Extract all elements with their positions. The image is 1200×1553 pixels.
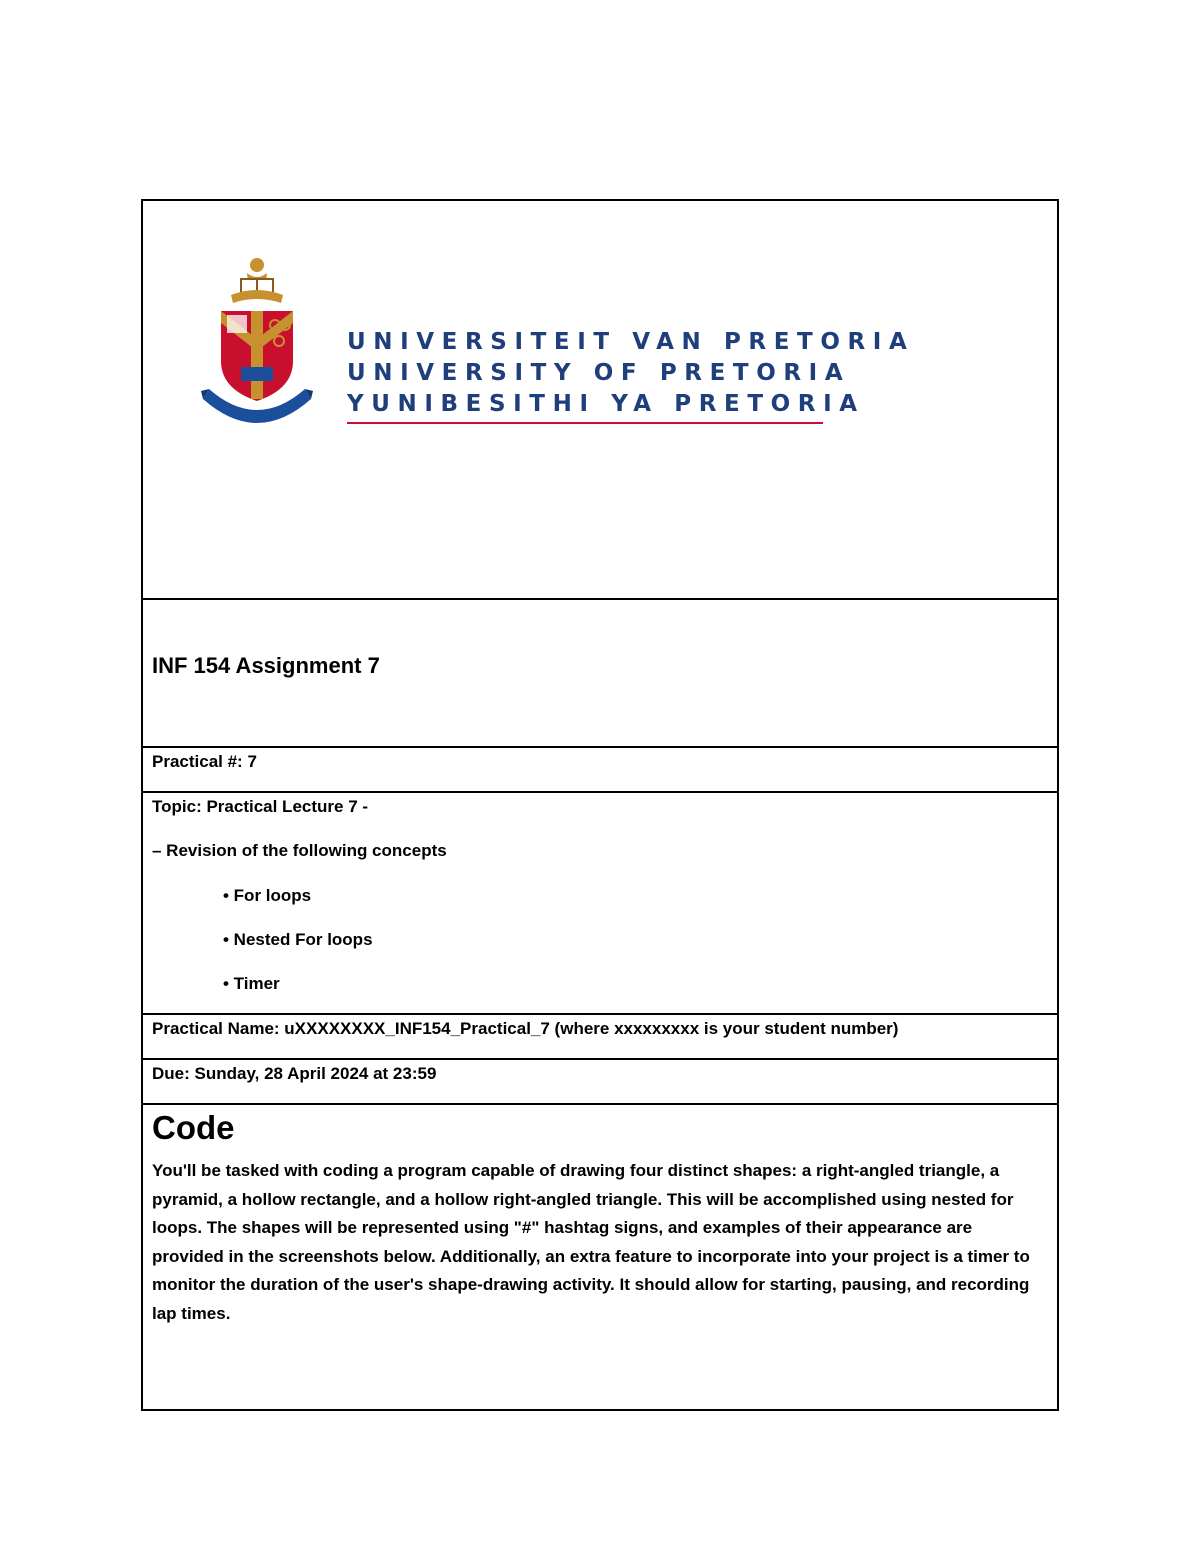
- university-name-afrikaans: UNIVERSITEIT VAN PRETORIA: [347, 329, 915, 355]
- university-crest-logo: [201, 251, 313, 426]
- concept-item: • Timer: [223, 974, 280, 993]
- title-section: [143, 599, 1057, 747]
- university-names: [347, 327, 914, 424]
- code-heading: Code: [152, 1109, 235, 1146]
- practical-number: Practical #: 7: [152, 752, 257, 771]
- practical-name-section: [143, 1015, 1057, 1059]
- topic-section: [143, 793, 1057, 1013]
- assignment-cover-table: [141, 199, 1059, 1411]
- practical-number-section: [143, 748, 1057, 792]
- concept-item: • Nested For loops: [223, 930, 373, 949]
- assignment-title: INF 154 Assignment 7: [152, 653, 380, 678]
- university-name-sepedi: YUNIBESITHI YA PRETORIA: [347, 391, 865, 417]
- concept-item: • For loops: [223, 886, 312, 905]
- due-date: Due: Sunday, 28 April 2024 at 23:59: [152, 1064, 437, 1083]
- university-name-underline: [347, 422, 823, 424]
- logo-section: [143, 201, 1057, 599]
- topic: Topic: Practical Lecture 7 -: [152, 797, 369, 816]
- university-name-english: UNIVERSITY OF PRETORIA: [347, 360, 851, 386]
- code-description: You'll be tasked with coding a program capable of drawing four distinct shapes: a right-angled triangle, a pyramid, a hollow rectangle, and a hollow right-angled triangle. This will be accomplished using nested for loops. The shapes will be represented using "#" hashtag signs, and examples of their appearance are provided in the screenshots below. Additionally, an extra feature to incorporate into your project is a timer to monitor the duration of the user's shape-drawing activity. It should allow for starting, pausing, and recording lap times.: [152, 1161, 1030, 1323]
- practical-name: Practical Name: uXXXXXXXX_INF154_Practical_7 (where xxxxxxxxx is your student number): [152, 1019, 899, 1038]
- due-date-section: [143, 1060, 1057, 1104]
- code-section: [143, 1105, 1057, 1409]
- revision-intro: – Revision of the following concepts: [152, 841, 447, 860]
